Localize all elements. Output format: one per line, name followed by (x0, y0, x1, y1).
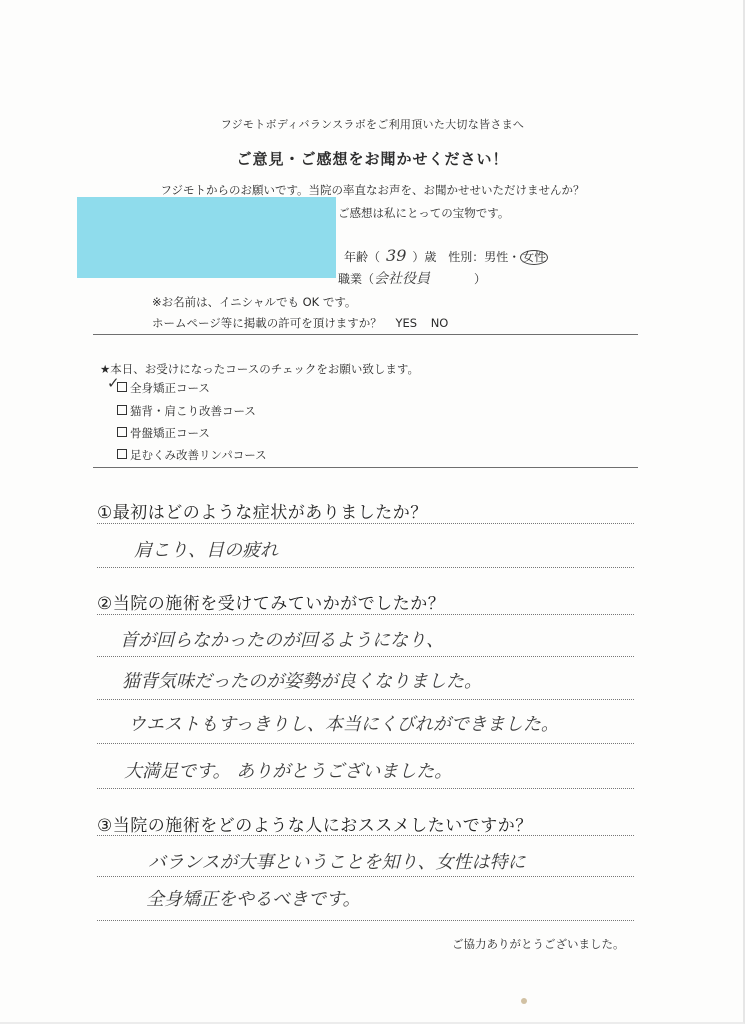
question-3-label: ③当院の施術をどのような人におススメしたいですか？ (97, 816, 533, 836)
course-item (117, 447, 267, 463)
answer-line: 肩こり、目の疲れ (134, 540, 278, 561)
permission-question: ホームページ等に掲載の許可を頂けますか？ (152, 316, 382, 330)
form-pre-title: フジモトボディバランスラボをご利用頂いた大切な皆さまへ (220, 118, 525, 131)
question-2-label: ②当院の施術を受けてみていかがでしたか？ (97, 594, 446, 614)
dotted-line (97, 788, 634, 789)
occupation-paren-open: （ (362, 272, 375, 286)
dotted-line (97, 876, 634, 877)
form-request: フジモトからのお願いです。当院の率直なお声を、お聞かせせいただけませんか？ (160, 183, 585, 197)
sex-separator: ・ (508, 250, 521, 264)
course-item (117, 403, 256, 419)
paper-stain (521, 998, 527, 1004)
course-label: 猫背・肩こり改善コース (130, 404, 256, 418)
age-unit: 歳 (424, 250, 437, 264)
occupation-value: 会社役員 (374, 271, 431, 287)
age-paren-close: ） (412, 250, 425, 264)
footer-thanks: ご協力ありがとうございました。 (452, 937, 625, 951)
sex-male: 男性 (484, 250, 509, 264)
initial-note: ※お名前は、イニシャルでも OK です。 (152, 295, 357, 309)
occupation-label: 職業 (338, 272, 363, 286)
age-sex-row (344, 246, 548, 265)
course-item (117, 380, 210, 396)
answer-line: バランスが大事ということを知り、女性は特に (148, 852, 526, 873)
name-redaction (77, 197, 336, 278)
course-label: 全身矯正コース (130, 381, 210, 395)
course-label: 足むくみ改善リンパコース (130, 448, 267, 462)
permission-row (152, 315, 448, 331)
checkbox-icon (117, 382, 127, 392)
course-label: 骨盤矯正コース (130, 426, 210, 440)
dotted-line (97, 699, 634, 700)
yes-option: YES (395, 316, 418, 330)
dotted-line (97, 743, 634, 744)
check-mark-icon: ✓ (107, 374, 120, 392)
answer-line: 全身矯正をやるべきです。 (146, 889, 361, 910)
age-paren-open: （ (368, 250, 381, 264)
answer-line: 猫背気味だったのが姿勢が良くなりました。 (122, 671, 482, 692)
dotted-line (97, 614, 634, 615)
dotted-line (97, 523, 634, 524)
answer-line: 首が回らなかったのが回るようになり、 (120, 630, 444, 651)
sex-female-circled: 女性 (522, 250, 547, 264)
form-treasure-note: ご感想は私にとっての宝物です。 (338, 206, 510, 220)
no-option: NO (430, 316, 449, 330)
question-1-label: ①最初はどのような症状がありましたか？ (97, 503, 428, 523)
dotted-line (97, 835, 634, 836)
answer-line: ウエストもすっきりし、本当にくびれができました。 (128, 714, 559, 735)
occupation-row (338, 268, 486, 288)
divider (93, 334, 638, 335)
dotted-line (97, 656, 634, 657)
course-header: ★本日、お受けになったコースのチェックをお願い致します。 (100, 362, 419, 376)
course-item (117, 425, 210, 441)
checkbox-icon (117, 449, 127, 459)
age-value: 39 (386, 246, 407, 265)
checkbox-icon (117, 405, 127, 415)
divider (93, 467, 638, 468)
checkbox-icon (117, 427, 127, 437)
form-title: ご意見・ご感想をお聞かせください！ (236, 150, 509, 168)
dotted-line (97, 567, 634, 568)
dotted-line (97, 920, 634, 921)
answer-line: 大満足です。 ありがとうございました。 (124, 761, 453, 782)
sex-label: 性別： (448, 250, 485, 264)
occupation-paren-close: ） (474, 272, 487, 286)
age-label: 年齢 (344, 250, 369, 264)
